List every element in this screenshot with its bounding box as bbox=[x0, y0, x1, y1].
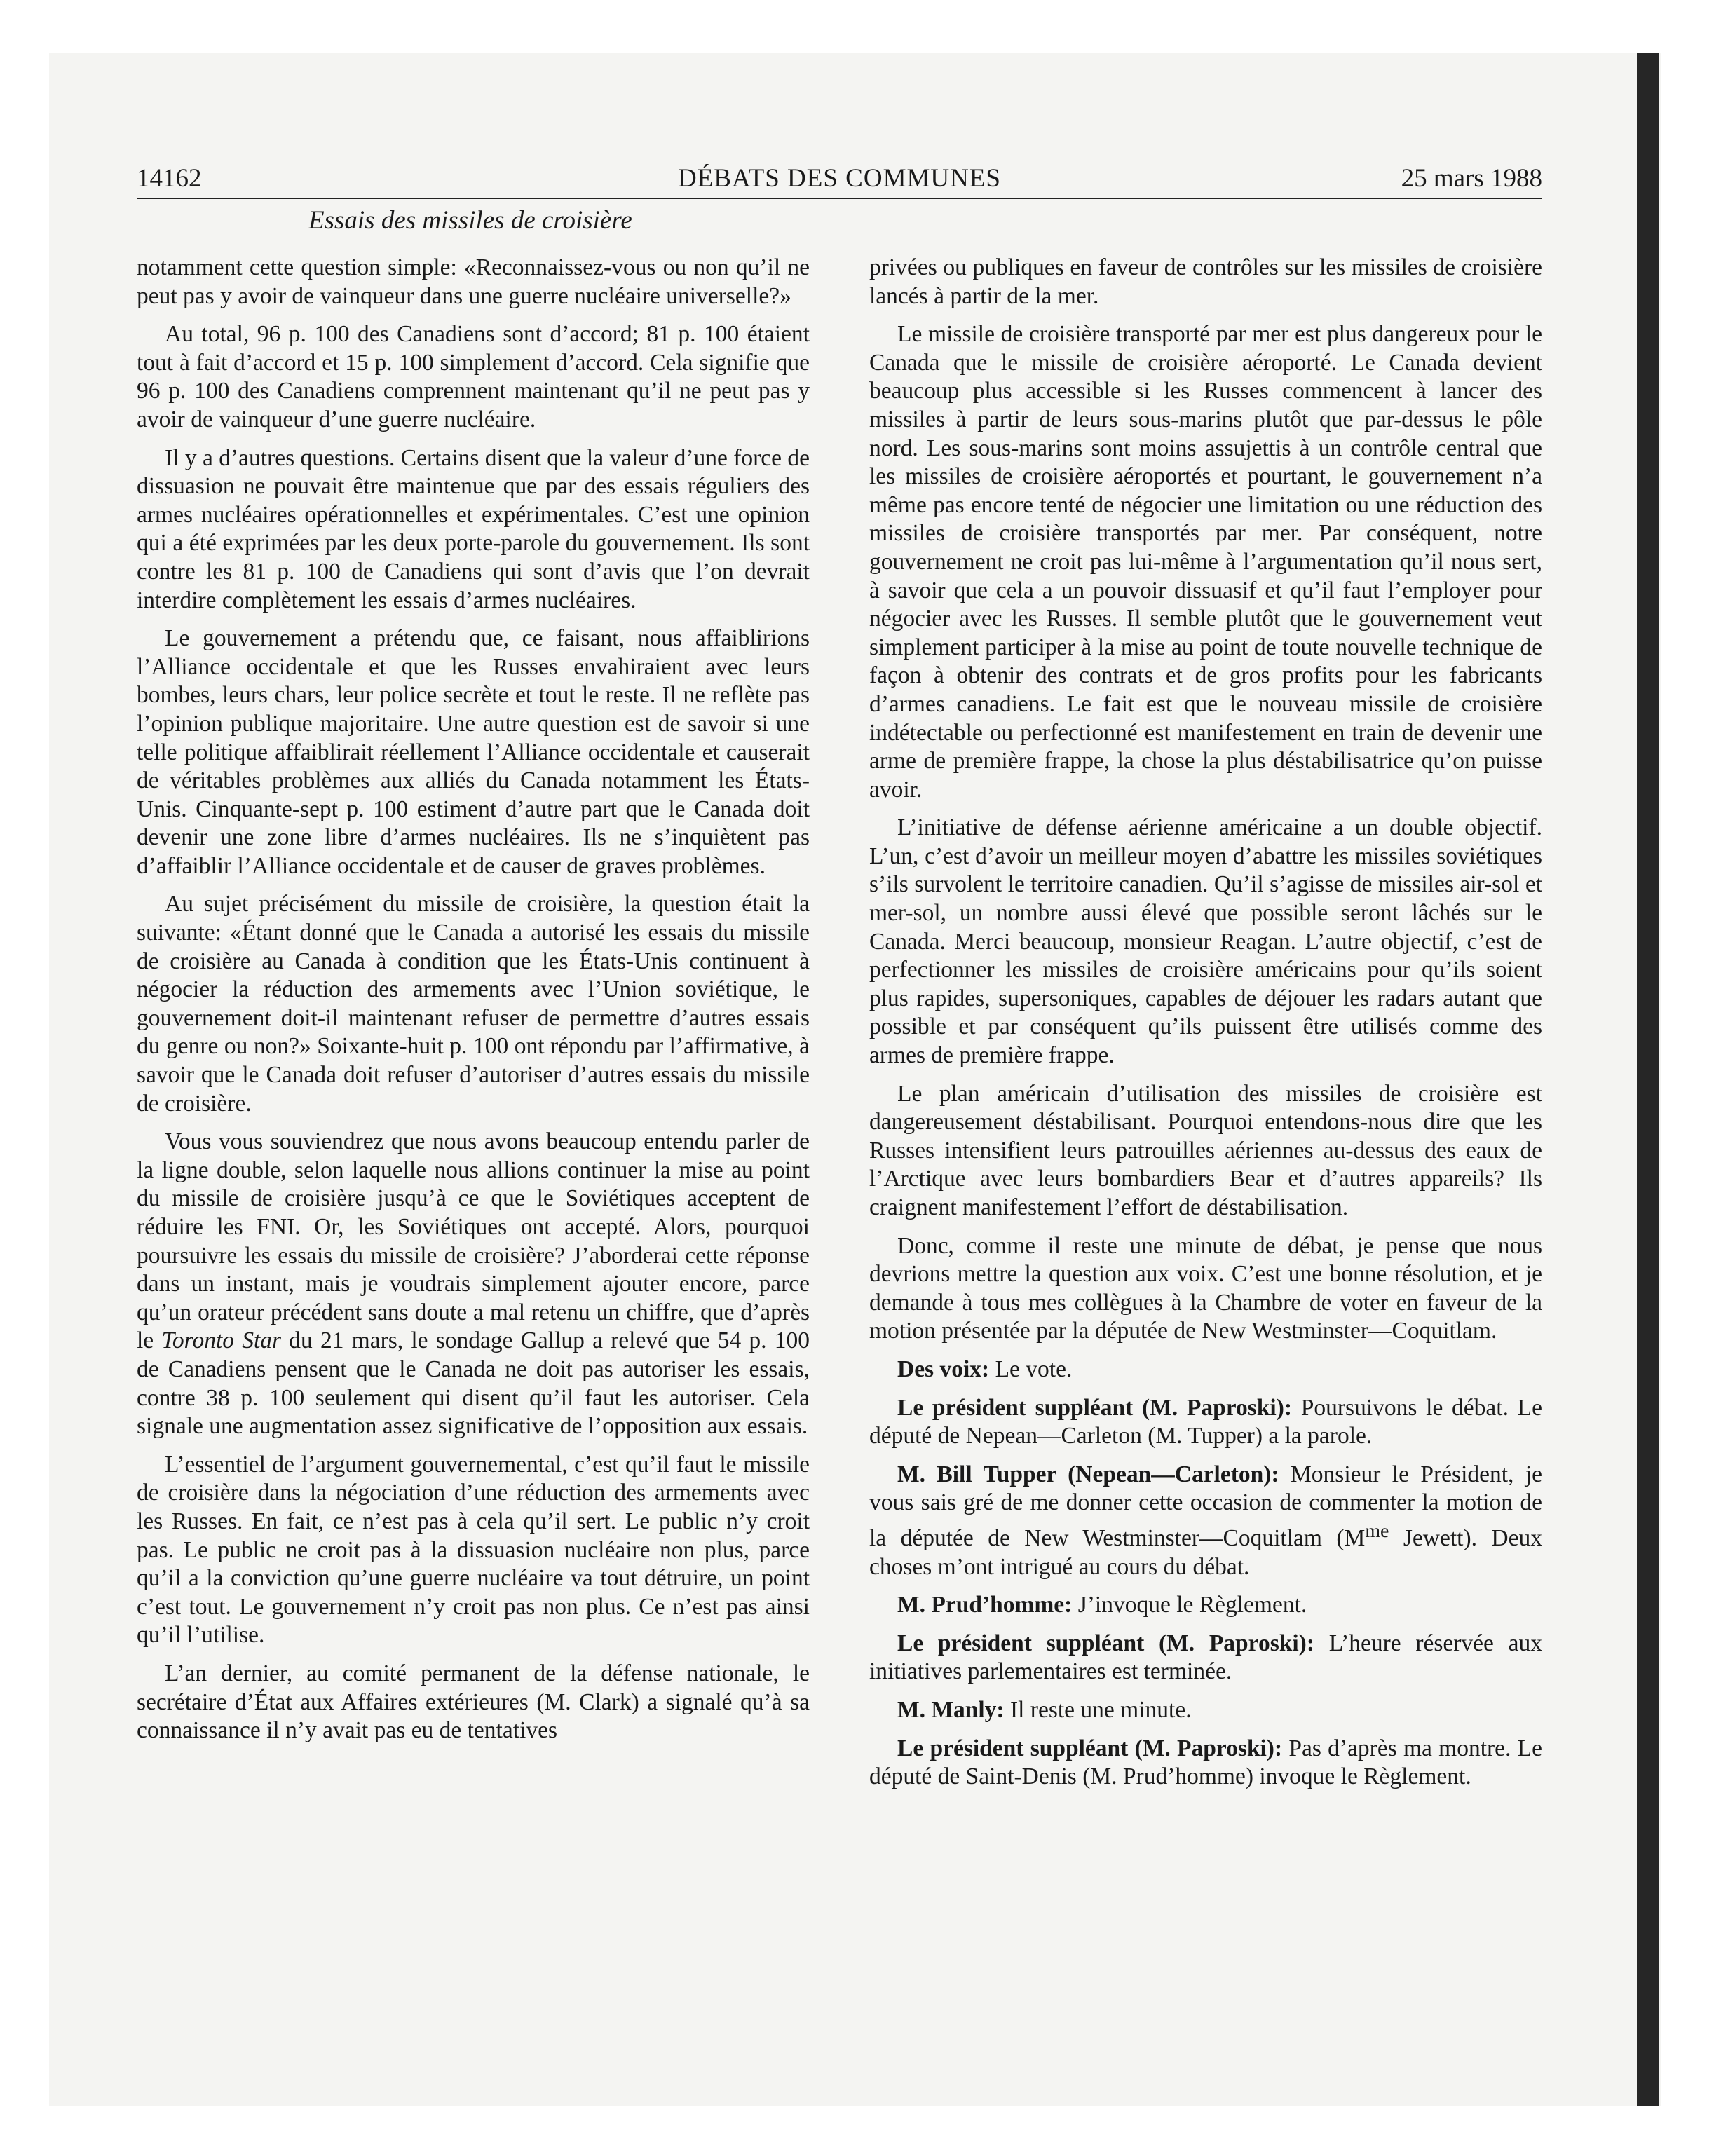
speech-text: L’heure réservée aux initiatives parlementaires est terminée. bbox=[869, 1630, 1542, 1685]
paragraph: Le plan américain d’utilisation des missiles de croisière est dangereusement déstabilisant. Pourquoi entendons-nous dire que les Russes intensifient leurs patrouilles aériennes au-dessus des eaux de l’Arctique avec leurs bombardiers Bear et d’autres appareils? Ils craignent manifestement l’effort de déstabilisation. bbox=[869, 1080, 1542, 1220]
page-number: 14162 bbox=[137, 164, 202, 193]
speech bbox=[869, 1630, 1542, 1686]
speaker-name: M. Manly: bbox=[897, 1697, 1005, 1724]
paragraph bbox=[137, 1128, 810, 1441]
speaker-name: Le président suppléant (M. Paproski): bbox=[897, 1630, 1314, 1656]
speaker-name: M. Bill Tupper (Nepean—Carleton): bbox=[897, 1461, 1279, 1487]
speaker-name: M. Prud’homme: bbox=[897, 1592, 1073, 1618]
section-title: Essais des missiles de croisière bbox=[308, 206, 632, 235]
speech-text: Il reste une minute. bbox=[1004, 1697, 1192, 1724]
paragraph: Au sujet précisément du missile de croisière, la question était la suivante: «Étant donné que le Canada a autorisé les essais du missile de croisière au Canada à condition que les États-Unis continuent à négocier la réduction des armements avec l’Union soviétique, le gouvernement doit-il maintenant refuser de permettre d’autres essais du genre ou non?» Soixante-huit p. 100 ont répondu par l’affirmative, à savoir que le Canada doit refuser d’autoriser d’autres essais du missile de croisière. bbox=[137, 891, 810, 1117]
paragraph: privées ou publiques en faveur de contrôles sur les missiles de croisière lancés à partir de la mer. bbox=[869, 254, 1542, 309]
paragraph: L’an dernier, au comité permanent de la défense nationale, le secrétaire d’État aux Affaires extérieures (M. Clark) a signalé qu’à sa connaissance il n’y avait pas eu de tentatives bbox=[137, 1660, 810, 1744]
speech bbox=[869, 1696, 1542, 1725]
journal-title: DÉBATS DES COMMUNES bbox=[677, 164, 1001, 193]
page-header bbox=[137, 160, 1542, 199]
right-column bbox=[869, 254, 1542, 1801]
speech bbox=[869, 1735, 1542, 1792]
paragraph: L’essentiel de l’argument gouvernemental, c’est qu’il faut le missile de croisière dans la négociation d’une réduction des armements avec les Russes. En fait, ce n’est pas à cela qu’il sert. Le public n’y croit pas. Le public ne croit pas à la dissuasion nucléaire non plus, parce qu’il a la conviction qu’une guerre nucléaire va tout détruire, un point c’est tout. Le gouvernement n’y croit pas non plus. Ce n’est pas ainsi qu’il l’utilise. bbox=[137, 1451, 810, 1649]
speech-text: Pas d’après ma montre. Le député de Saint-Denis (M. Prud’homme) invoque le Règlement. bbox=[869, 1735, 1542, 1790]
paragraph: L’initiative de défense aérienne américaine a un double objectif. L’un, c’est d’avoir un meilleur moyen d’abattre les missiles soviétiques s’ils survolent le territoire canadien. Qu’il s’agisse de missiles air-sol et mer-sol, un nombre aussi élevé que possible seront lâchés sur le Canada. Merci beaucoup, monsieur Reagan. L’autre objectif, c’est de perfectionner les missiles de croisière américains pour qu’ils soient plus rapides, supersoniques, capables de déjouer les radars autant que possible et par conséquent qu’ils puissent être utilisés comme des armes de première frappe. bbox=[869, 814, 1542, 1069]
speech bbox=[869, 1394, 1542, 1451]
scan-edge-shadow bbox=[1637, 53, 1659, 2106]
speech bbox=[869, 1591, 1542, 1620]
left-column bbox=[137, 254, 810, 1755]
title-superscript: me bbox=[1365, 1520, 1389, 1542]
speech-text: Jewett). Deux choses m’ont intrigué au cours du débat. bbox=[869, 1525, 1542, 1580]
speech-text: Le vote. bbox=[989, 1356, 1073, 1382]
speaker-name: Des voix: bbox=[897, 1356, 990, 1382]
speech-text: Poursuivons le débat. Le député de Nepean—Carleton (M. Tupper) a la parole. bbox=[869, 1394, 1542, 1449]
speech bbox=[869, 1461, 1542, 1582]
speech bbox=[869, 1356, 1542, 1384]
paragraph: Le gouvernement a prétendu que, ce faisant, nous affaiblirions l’Alliance occidentale et que les Russes envahiraient avec leurs bombes, leurs chars, leur police secrète et tout le reste. Il ne reflète pas l’opinion publique majoritaire. Une autre question est de savoir si une telle politique affaiblirait réellement l’Alliance occidentale et causerait de véritables problèmes aux alliés du Canada notamment les États-Unis. Cinquante-sept p. 100 estiment d’autre part que le Canada doit devenir une zone libre d’armes nucléaires. Ils ne s’inquiètent pas d’affaiblir l’Alliance occidentale et de causer de graves problèmes. bbox=[137, 625, 810, 879]
speech-text: Monsieur le Président, je vous sais gré de me donner cette occasion de commenter la motion de la députée de New Westminster—Coquitlam (M bbox=[869, 1461, 1543, 1552]
paragraph-text: Vous vous souviendrez que nous avons beaucoup entendu parler de la ligne double, selon laquelle nous allions continuer la mise au point du missile de croisière jusqu’à ce que le Soviétiques acceptent de réduire les FNI. Or, les Soviétiques ont accepté. Alors, pourquoi poursuivre les essais du missile de croisière? J’aborderai cette réponse dans un instant, mais je voudrais simplement ajouter encore, parce qu’un orateur précédent sans doute a mal retenu un chiffre, que d’après le bbox=[137, 1128, 810, 1354]
speech-text: J’invoque le Règlement. bbox=[1072, 1592, 1307, 1618]
paragraph: Il y a d’autres questions. Certains disent que la valeur d’une force de dissuasion ne pouvait être maintenue que par des essais réguliers des armes nucléaires opérationnelles et expérimentales. C’est une opinion qui a été exprimées par les deux porte-parole du gouvernement. Ils sont contre les 81 p. 100 de Canadiens qui sont d’avis que l’on devrait interdire complètement les essais d’armes nucléaires. bbox=[137, 444, 810, 613]
paragraph-text: du 21 mars, le sondage Gallup a relevé que 54 p. 100 de Canadiens pensent que le Canada ne doit pas autoriser les essais, contre 38 p. 100 seulement qui disent qu’il faut les autoriser. Cela signale une augmentation assez significative de l’opposition aux essais. bbox=[137, 1328, 810, 1440]
speaker-name: Le président suppléant (M. Paproski): bbox=[897, 1735, 1283, 1761]
newspaper-title: Toronto Star bbox=[161, 1328, 282, 1354]
paragraph: notamment cette question simple: «Reconnaissez-vous ou non qu’il ne peut pas y avoir de vainqueur dans une guerre nucléaire universelle?» bbox=[137, 254, 810, 309]
paragraph: Au total, 96 p. 100 des Canadiens sont d’accord; 81 p. 100 étaient tout à fait d’accord et 15 p. 100 simplement d’accord. Cela signifie que 96 p. 100 des Canadiens comprennent maintenant qu’il ne peut pas y avoir de vainqueur d’une guerre nucléaire. bbox=[137, 321, 810, 432]
paragraph: Donc, comme il reste une minute de débat, je pense que nous devrions mettre la question aux voix. C’est une bonne résolution, et je demande à tous mes collègues à la Chambre de voter en faveur de la motion présentée par la députée de New Westminster—Coquitlam. bbox=[869, 1232, 1542, 1344]
speaker-name: Le président suppléant (M. Paproski): bbox=[897, 1394, 1293, 1421]
issue-date: 25 mars 1988 bbox=[1401, 164, 1542, 193]
paragraph: Le missile de croisière transporté par mer est plus dangereux pour le Canada que le missile de croisière aéroporté. Le Canada devient beaucoup plus accessible si les Russes commencent à lancer des missiles à partir de leurs sous-marins plutôt que par-dessus le pôle nord. Les sous-marins sont moins assujettis à un contrôle central que les missiles de croisière aéroportés et pourtant, le gouvernement n’a même pas encore tenté de négocier une limitation ou une réduction des missiles de croisière transportés par mer. Par conséquent, notre gouvernement ne croit pas lui-même à l’argumentation qu’il nous sert, à savoir que cela a un pouvoir dissuasif et qu’il faut l’employer pour négocier avec les Russes. Il semble plutôt que le gouvernement veut simplement participer à la mise au point de toute nouvelle technique de façon à obtenir des contrats et de gros profits pour les fabricants d’armes canadiens. Le fait est que le nouveau missile de croisière indétectable ou perfectionné est manifestement en train de devenir une arme de première frappe, la chose la plus déstabilisatrice qu’on puisse avoir. bbox=[869, 321, 1542, 803]
